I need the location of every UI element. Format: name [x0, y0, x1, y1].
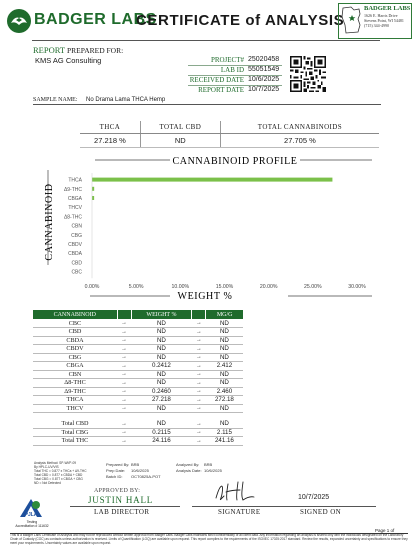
cannabinoid-name: Total CBD — [33, 420, 117, 429]
svg-text:PJLA: PJLA — [24, 512, 38, 518]
cannabinoid-name: Δ9-THC — [33, 387, 117, 396]
mg-per-g: ND — [206, 336, 243, 345]
mg-per-g: ND — [206, 379, 243, 388]
weight-percent: ND — [131, 379, 192, 388]
mg-per-g: 2.460 — [206, 387, 243, 396]
arrow-icon: → — [192, 345, 206, 354]
arrow-icon: → — [192, 370, 206, 379]
arrow-icon: → — [117, 319, 131, 328]
results-header-mgg: MG/G — [206, 310, 243, 319]
mg-per-g: ND — [206, 420, 243, 429]
mg-per-g: ND — [206, 319, 243, 328]
results.rows-row — [33, 396, 243, 405]
arrow-icon: → — [192, 319, 206, 328]
arrow-icon: → — [117, 396, 131, 405]
project-label: PROJECT# — [210, 56, 244, 64]
chart-x-tick-label: 10.00% — [171, 284, 190, 291]
document-title: CERTIFICATE of ANALYSIS — [136, 12, 345, 29]
handwritten-signature — [210, 478, 260, 506]
mg-per-g: ND — [206, 404, 243, 413]
mg-per-g: ND — [206, 328, 243, 337]
signature-caption: SIGNATURE — [218, 508, 261, 516]
weight-percent: 0.2115 — [131, 428, 192, 437]
analysis-date-label: Analysis Date: — [176, 468, 202, 473]
weight-percent: 24.116 — [131, 437, 192, 446]
page-number: Page 1 of — [375, 528, 395, 533]
lab-id-label: LAB ID — [220, 66, 244, 74]
chart-category-label: CBN — [71, 223, 82, 230]
mg-per-g: ND — [206, 345, 243, 354]
sample-name-label: SAMPLE NAME: — [33, 97, 78, 103]
cannabinoid-name: THCA — [33, 396, 117, 405]
chart-x-axis-label: WEIGHT % — [177, 291, 233, 302]
analyzed-by-label: Analyzed By: — [176, 462, 200, 467]
arrow-icon: → — [192, 387, 206, 396]
report-date-value: 10/7/2025 — [248, 86, 280, 93]
arrow-icon: → — [117, 370, 131, 379]
results.rows-row — [33, 328, 243, 337]
cannabinoid-name: CBDV — [33, 345, 117, 354]
arrow-icon: → — [192, 328, 206, 337]
prep-date-value: 10/6/2025 — [131, 468, 149, 473]
chart-category-label: CBD — [71, 260, 82, 267]
summary-value-total-cannabinoids: 27.705 % — [220, 134, 379, 148]
wisconsin-state-icon — [340, 5, 364, 35]
analyzed-by-value: BRB — [204, 462, 213, 467]
arrow-icon: → — [117, 387, 131, 396]
sample-name-value: No Drama Lama THCA Hemp — [86, 97, 166, 103]
arrow-icon: → — [117, 328, 131, 337]
weight-percent: ND — [131, 404, 192, 413]
results.rows-row — [33, 404, 243, 413]
signed-on-rule — [282, 506, 376, 507]
arrow-icon: → — [192, 362, 206, 371]
results.rows-row — [33, 370, 243, 379]
mg-per-g: ND — [206, 370, 243, 379]
brand-name: BADGER LABS — [34, 11, 157, 28]
results.rows-row — [33, 319, 243, 328]
chart-category-label: THCA — [68, 177, 82, 184]
cannabinoid-name: CBG — [33, 353, 117, 362]
cannabinoid-name: Δ8-THC — [33, 379, 117, 388]
signed-on-caption: SIGNED ON — [300, 508, 342, 516]
prepared-by-value: BRB — [131, 462, 140, 467]
prepared-for-label: REPORT PREPARED FOR: — [33, 45, 124, 55]
footer-disclaimer: This is a Badger Labs Certificate of Analysis and may not be reproduced without written approval from Badger Labs. Badger Labs maintains strict confidentiality of all client data. Any information regarding an analysis is shared only with the individuals designated on the Laboratory Chain of Custody (COC) as contacts unless authorization is received. Limits of Quantification (LOQ) are available upon request. This report complies to the requirements of the ISO/IEC 17025:2017 standard. Review the results, expanded uncertainty and specifications to ensure they meet your requirements. Uncertainty values are available upon request. — [10, 533, 408, 545]
summary-value-thca: 27.218 % — [80, 134, 140, 148]
badger-logo-icon — [6, 8, 32, 34]
chart-bar — [92, 196, 94, 200]
summary-header-total-cbd: TOTAL CBD — [140, 121, 220, 134]
chart-title: CANNABINOID PROFILE — [172, 156, 298, 167]
qr-code-icon[interactable] — [290, 56, 326, 92]
arrow-icon: → — [192, 420, 206, 429]
signed-on-date: 10/7/2025 — [298, 494, 330, 501]
results.totals-row — [33, 428, 243, 437]
arrow-icon: → — [117, 336, 131, 345]
cannabinoid-name: Total THC — [33, 437, 117, 446]
accreditation-text: Testing Accreditation # 111632 — [15, 520, 49, 528]
arrow-icon: → — [117, 420, 131, 429]
badge-address: 1626 E. Harris Drive Stevens Point, WI 54481 (715) 344-4990 — [364, 13, 404, 28]
arrow-icon: → — [192, 379, 206, 388]
chart-category-label: THCV — [68, 205, 82, 212]
arrow-icon: → — [192, 404, 206, 413]
batch-id-label: Batch ID: — [106, 474, 123, 479]
weight-percent: ND — [131, 420, 192, 429]
chart-x-tick-label: 25.00% — [304, 284, 322, 291]
weight-percent: ND — [131, 370, 192, 379]
mg-per-g: ND — [206, 353, 243, 362]
chart-category-label: CBG — [71, 232, 82, 239]
cannabinoid-name: THCV — [33, 404, 117, 413]
results.rows-row — [33, 379, 243, 388]
arrow-icon: → — [192, 353, 206, 362]
summary-header-total-cannabinoids: TOTAL CANNABINOIDS — [220, 121, 379, 134]
arrow-icon: → — [117, 345, 131, 354]
summary-value-total-cbd: ND — [140, 134, 220, 148]
cannabinoid-name: CBN — [33, 370, 117, 379]
results.rows-row — [33, 353, 243, 362]
weight-percent: 0.2412 — [131, 362, 192, 371]
lab-id-value: 55051549 — [248, 66, 280, 73]
director-rule — [70, 506, 180, 507]
weight-percent: 0.2460 — [131, 387, 192, 396]
chart-x-tick-label: 30.00% — [348, 284, 366, 291]
results-header-cannabinoid: CANNABINOID — [33, 310, 117, 319]
pjla-accreditation-logo — [18, 497, 44, 519]
chart-bar — [92, 178, 332, 182]
weight-percent: ND — [131, 328, 192, 337]
cannabinoid-name: Total CBG — [33, 428, 117, 437]
weight-percent: ND — [131, 336, 192, 345]
arrow-icon: → — [192, 336, 206, 345]
prepared-by-label: Prepared By: — [106, 462, 130, 467]
summary-table — [80, 121, 379, 148]
received-date-label: RECEIVED DATE — [189, 76, 244, 84]
results.rows-row — [33, 387, 243, 396]
weight-percent: ND — [131, 345, 192, 354]
chart-category-label: CBDV — [68, 242, 82, 248]
report-date-label: REPORT DATE — [198, 86, 244, 94]
results-table — [33, 310, 243, 446]
cannabinoid-name: CBDA — [33, 336, 117, 345]
method-notes: Analysis Method: SP-WI/P-09 By HPLC-UV/VIS Total THC = 0.877 x THCa + Δ9-THC Total CBD = 0.877 x CBDA + CBD Total CBG = 0.877 x CBGA + CBG ND = Not Detected — [34, 461, 87, 486]
chart-bar — [92, 187, 94, 191]
arrow-icon: → — [117, 362, 131, 371]
arrow-icon: → — [192, 437, 206, 446]
approver-name: JUSTIN HALL — [88, 495, 154, 505]
results.rows-row — [33, 345, 243, 354]
mg-per-g: 272.18 — [206, 396, 243, 405]
analysis-date-value: 10/6/2025 — [204, 468, 222, 473]
cannabinoid-name: CBGA — [33, 362, 117, 371]
results.rows-row — [33, 336, 243, 345]
mg-per-g: 2.412 — [206, 362, 243, 371]
table-spacer — [33, 413, 243, 420]
header-divider — [32, 40, 380, 41]
weight-percent: ND — [131, 319, 192, 328]
weight-percent: 27.218 — [131, 396, 192, 405]
arrow-icon: → — [117, 353, 131, 362]
arrow-icon: → — [117, 404, 131, 413]
arrow-icon: → — [117, 437, 131, 446]
badge-title: BADGER LABS — [364, 5, 411, 12]
lab-director-caption: LAB DIRECTOR — [94, 508, 150, 516]
chart-category-label: CBC — [71, 269, 82, 276]
batch-id-value: OCT0825A-POT — [131, 474, 161, 479]
client-name: KMS AG Consulting — [35, 56, 102, 65]
chart-x-tick-label: 5.00% — [128, 284, 144, 291]
chart-category-label: CBGA — [67, 196, 82, 202]
chart-x-tick-label: 0.00% — [84, 284, 100, 291]
signature-rule — [192, 506, 284, 507]
weight-percent: ND — [131, 353, 192, 362]
results-header-weight: WEIGHT % — [131, 310, 192, 319]
chart-category-label: Δ8-THC — [63, 214, 82, 221]
chart-x-tick-label: 20.00% — [259, 284, 278, 291]
cannabinoid-name: CBC — [33, 319, 117, 328]
chart-y-axis-label: CANNABINOID — [44, 183, 55, 261]
arrow-icon: → — [192, 396, 206, 405]
approved-by-label: APPROVED BY: — [94, 488, 141, 494]
chart-category-label: Δ9-THC — [63, 186, 82, 193]
mg-per-g: 241.16 — [206, 437, 243, 446]
summary-header-thca: THCA — [80, 121, 140, 134]
results-rows — [33, 319, 243, 445]
chart-x-tick-label: 15.00% — [215, 284, 234, 291]
chart-category-label: CBDA — [68, 251, 82, 258]
cannabinoid-name: CBD — [33, 328, 117, 337]
results.rows-row — [33, 362, 243, 371]
arrow-icon: → — [117, 379, 131, 388]
arrow-icon: → — [117, 428, 131, 437]
results.totals-row — [33, 420, 243, 429]
arrow-icon: → — [192, 428, 206, 437]
project-value: 25020458 — [248, 56, 280, 63]
chart-plot-area — [64, 173, 366, 290]
cannabinoid-profile-chart — [0, 150, 416, 302]
sample-divider — [33, 104, 381, 105]
prep-date-label: Prep Date: — [106, 468, 126, 473]
received-date-value: 10/6/2025 — [248, 76, 280, 83]
results.totals-row — [33, 437, 243, 446]
mg-per-g: 2.115 — [206, 428, 243, 437]
